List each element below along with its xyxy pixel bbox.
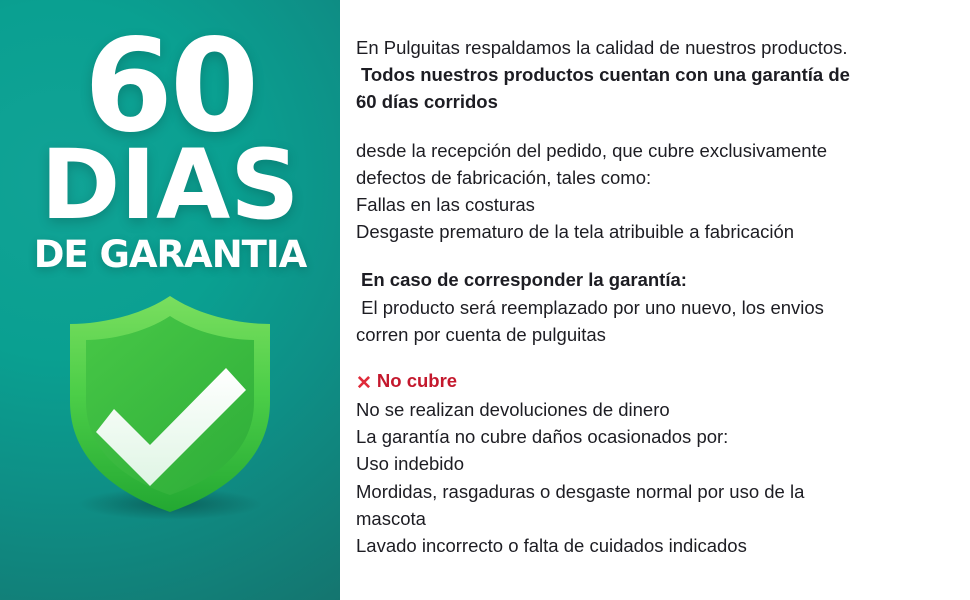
spacer-2	[356, 245, 948, 266]
body-line-3: Fallas en las costuras	[356, 193, 535, 215]
corresponder-line-1: El producto será reemplazado por uno nuevo, los envios	[356, 296, 824, 318]
guarantee-heading-line1-row	[356, 61, 948, 88]
nocubre-line-2: La garantía no cubre daños ocasionados por:	[356, 426, 729, 448]
guarantee-heading-line1: Todos nuestros productos cuentan con una garantía de	[361, 64, 850, 86]
corresponder-heading: En caso de corresponder la garantía:	[361, 269, 687, 291]
nocubre-line-3: Uso indebido	[356, 453, 464, 475]
nocubre-heading-row	[356, 367, 948, 396]
nocubre-heading: No cubre	[376, 369, 458, 391]
body-line-2: defectos de fabricación, tales como:	[356, 166, 652, 188]
nocubre-line-6: Lavado incorrecto o falta de cuidados indicados	[356, 535, 747, 556]
nocubre-line-1: No se realizan devoluciones de dinero	[356, 399, 670, 421]
body-line-4: Desgaste prematuro de la tela atribuible a fabricación	[356, 221, 795, 243]
corresponder-heading-row	[356, 266, 948, 293]
left-panel-content	[0, 0, 340, 600]
body-line-1: desde la recepción del pedido, que cubre exclusivamente	[356, 139, 828, 161]
guarantee-heading-line2: 60 días corridos	[356, 91, 498, 113]
corresponder-line-2: corren por cuenta de pulguitas	[356, 323, 606, 345]
warranty-text-panel	[340, 0, 970, 600]
spacer-3	[356, 348, 948, 367]
days-number: 60	[83, 12, 257, 161]
nocubre-line-5: mascota	[356, 507, 426, 529]
warranty-text-block	[356, 34, 948, 559]
warranty-subtitle: DE GARANTIA	[33, 232, 307, 276]
spacer-1	[356, 116, 948, 137]
left-graphic-panel	[0, 0, 340, 600]
intro-line: En Pulguitas respaldamos la calidad de nuestros productos.	[356, 37, 848, 58]
days-unit: DIAS	[40, 128, 300, 241]
x-mark-icon: ✕	[356, 372, 372, 394]
nocubre-line-4: Mordidas, rasgaduras o desgaste normal por uso de la	[356, 480, 805, 502]
shield-check-icon	[40, 290, 300, 520]
